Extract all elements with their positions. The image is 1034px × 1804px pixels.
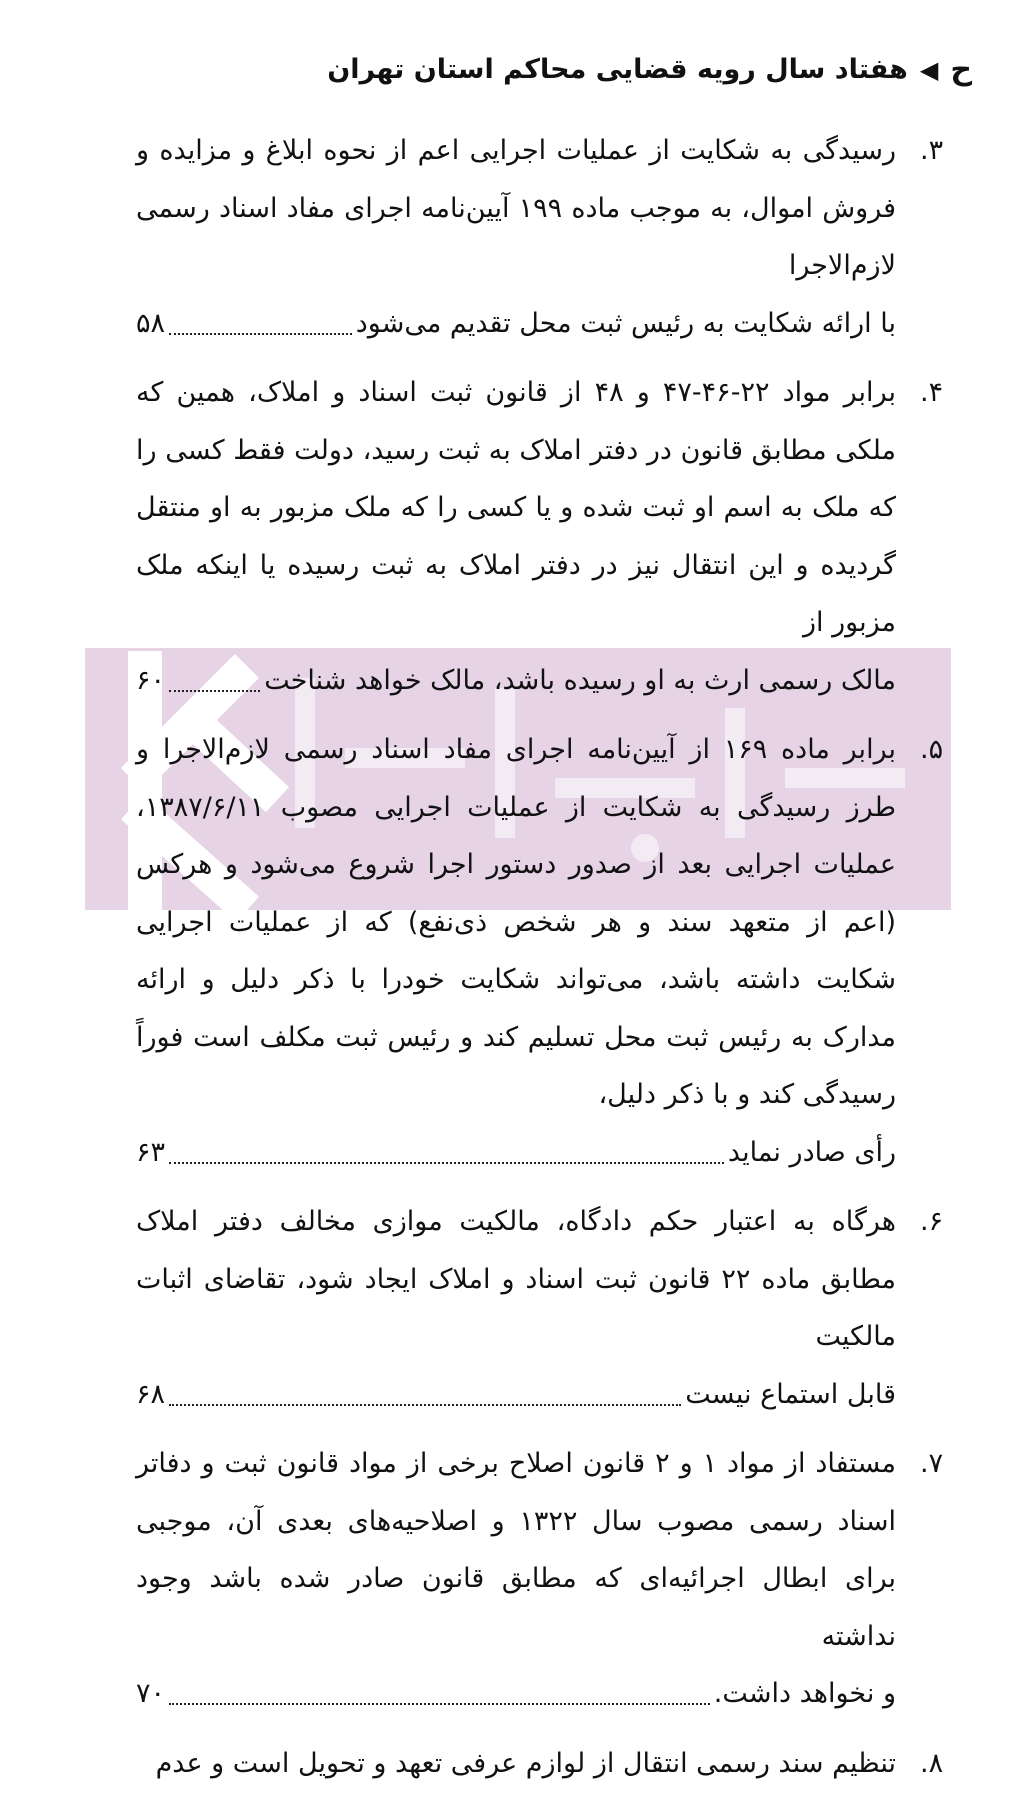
table-of-contents-list [136,122,944,1804]
item-last-line [136,295,896,353]
leader-dots [169,1702,710,1705]
page-number: ۶۰ [136,664,166,696]
item-text: مستفاد از مواد ۱ و ۲ قانون اصلاح برخی از مواد قانون ثبت و دفاتر اسناد رسمی مصوب سال ۱۳۲۲ و اصلاحیه‌های بعدی آن، موجبی برای ابطال اجرائیه‌ای که مطابق قانون صادر شده باشد وجود نداشته [136,1448,896,1652]
running-header [272,52,972,87]
item-text: برابر ماده ۱۶۹ از آیین‌نامه اجرای مفاد اسناد رسمی لازم‌الاجرا و طرز رسیدگی به شکایت از عملیات اجرایی مصوب ۱۳۸۷/۶/۱۱، عملیات اجرایی بعد از صدور دستور اجرا شروع می‌شود و هرکس (اعم از متعهد سند و هر شخص ذی‌نفع) که از عملیات اجرایی شکایت داشته باشد، می‌تواند شکایت خودرا با ذکر دلیل و ارائه مدارک به رئیس ثبت محل تسلیم کند و رئیس ثبت مکلف است فوراً رسیدگی کند و با ذکر دلیل، [136,734,896,1110]
item-last-line [136,1124,896,1182]
item-last-text: با ارائه شکایت به رئیس ثبت محل تقدیم می‌شود [355,307,896,339]
list-item [136,1193,944,1423]
item-last-line [136,1366,896,1424]
page-number: ۵۸ [136,307,166,339]
item-last-text: قابل استماع نیست [685,1378,896,1410]
item-number: ۷. [920,1448,944,1479]
list-item [136,364,944,709]
item-last-text: رأی صادر نماید [727,1136,896,1168]
leader-dots [169,1403,681,1406]
item-number: ۸. [920,1747,944,1779]
item-text: رسیدگی به شکایت از عملیات اجرایی اعم از نحوه ابلاغ و مزایده و فروش اموال، به موجب ماده ۱۹۹ آیین‌نامه اجرای مفاد اسناد رسمی لازم‌الاجرا [136,135,897,281]
leader-dots [169,1161,724,1164]
list-item [136,721,944,1181]
page-number: ۶۳ [136,1136,166,1168]
leader-dots [169,689,260,692]
list-item [136,1435,944,1723]
item-number: ۴. [920,377,944,408]
list-item [136,1735,944,1793]
item-number: ۳. [920,135,944,166]
page-letter: ح [950,52,972,87]
item-number: ۶. [920,1206,944,1237]
item-text: تنظیم سند رسمی انتقال از لوازم عرفی تعهد و تحویل است و عدم [155,1747,896,1779]
triangle-pointer-icon: ◀ [919,55,939,84]
book-title: هفتاد سال رویه قضایی محاکم استان تهران [327,54,908,85]
item-last-text: و نخواهد داشت. [713,1678,896,1709]
item-last-line [136,1665,896,1723]
item-last-text: مالک رسمی ارث به او رسیده باشد، مالک خواهد شناخت [264,664,896,696]
item-last-line [136,652,896,710]
list-item [136,122,944,352]
page-number: ۷۰ [136,1678,166,1709]
page-number: ۶۸ [136,1378,166,1410]
item-text: برابر مواد ۲۲-۴۶-۴۷ و ۴۸ از قانون ثبت اسناد و املاک، همین که ملکی مطابق قانون در دفتر املاک به ثبت رسید، دولت فقط کسی را که ملک به اسم او ثبت شده و یا کسی را که ملک مزبور به او منتقل گردیده و این انتقال نیز در دفتر املاک به ثبت رسیده یا اینکه ملک مزبور از [136,377,896,638]
item-text: هرگاه به اعتبار حکم دادگاه، مالکیت موازی مخالف دفتر املاک مطابق ماده ۲۲ قانون ثبت اسناد و املاک ایجاد شود، تقاضای اثبات مالکیت [136,1206,896,1352]
leader-dots [169,332,352,335]
item-number: ۵. [920,734,944,765]
